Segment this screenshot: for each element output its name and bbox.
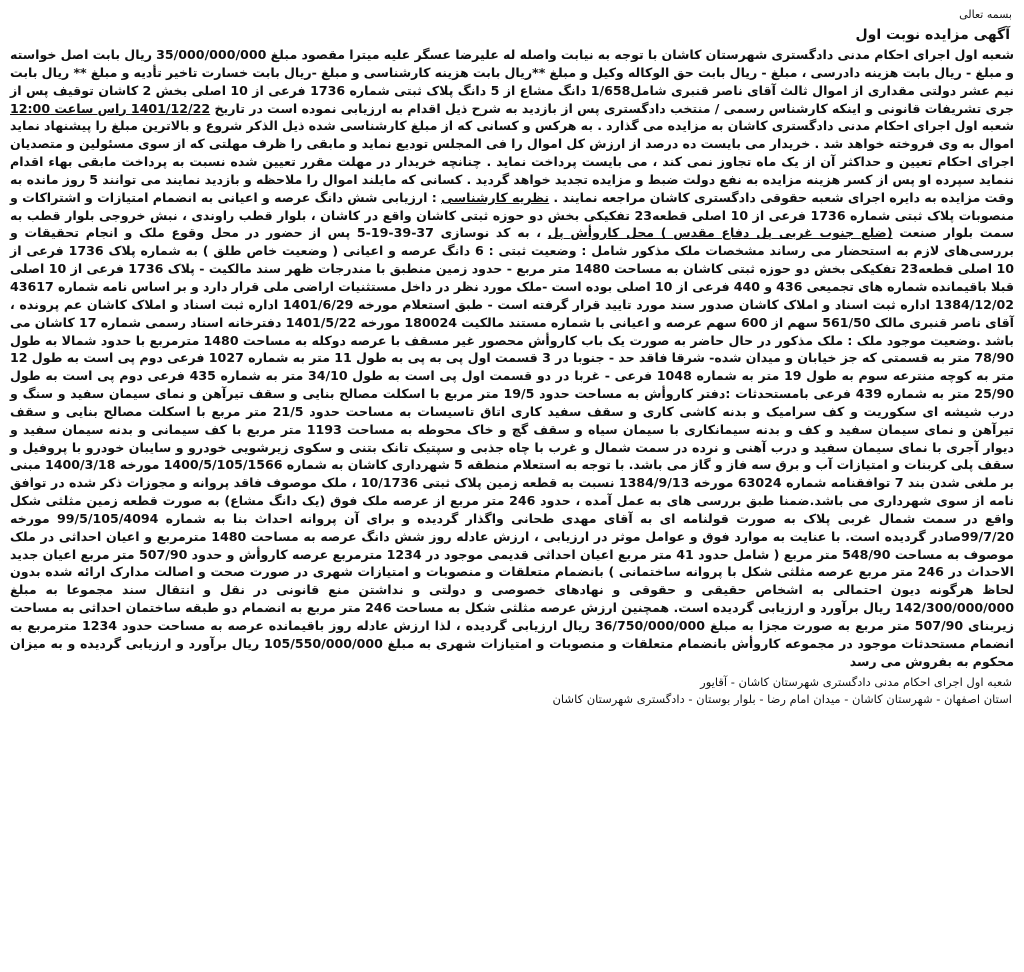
property-location-note: (ضلع جنوب غربی پل دفاع مقدس ) محل کاروأش پل	[547, 225, 893, 241]
bismillah-header: بسمه تعالی	[959, 8, 1012, 21]
auction-date-time: 1401/12/22 راس ساعت 12:00	[10, 100, 211, 116]
address-line: استان اصفهان - شهرستان کاشان - میدان امام رضا - بلوار بوستان - دادگستری شهرستان کاشان	[552, 691, 1012, 706]
notice-body	[10, 46, 1014, 671]
body-property-details: ، به کد نوسازی 37-39-19-5 پس از حضور در محل وقوع ملک و انجام تحقیقات و بررسی‌های لازم به استحضار می رساند مشخصات ملک مذکور شامل : وضعیت ثبتی : 6 دانگ عرصه و اعیانی ( وضعیت خاص طلق ) به شماره پلاک 1736 فرعی از 10 اصلی قطعه23 تفکیکی بخش دو حوزه ثبتی کاشان به مساحت 1480 متر مربع - حدود زمین منطبق با مندرجات ظهر سند مالکیت - پلاک 1736 فرعی از 10 اصلی قبلا باقیمانده شماره های تجمیعی 436 و 440 فرعی از 10 اصلی بوده است -ملک مورد نظر در داخل مستثنیات اراضی ملی قرار دارد و بر اساس نامه شماره 43617 1384/12/02 اداره ثبت اسناد و املاک کاشان صدور سند مورد تایید قرار گرفته است - طبق استعلام مورخه 1401/6/29 اداره ثبت اسناد و املاک کاشان عم پرونده ، آقای ناصر قنبری مالک 561/50 سهم از 600 سهم عرصه و اعیانی با شماره مستند مالکیت 180024 مورخه 1401/5/22 دفترخانه اسناد رسمی شماره 17 کاشان می باشد .وضعیت موجود ملک : ملک مذکور در حال حاضر به صورت یک باب کاروأش محصور غیر مسقف با عرصه دوکله به مساحت 1480 مترمربع با حدود شمالا به طول 78/90 متر به قسمتی که جز خیابان و میدان شده- شرقا فاقد حد - جنوبا در 3 قسمت اول پی به پی به طول 11 متر به شماره 1027 فرعی دوم پی است به طول 12 متر به کوچه منترعه سوم به طول 19 متر به شماره 1048 فرعی - غربا در دو قسمت اول پی است به طول 34/10 متر به شماره 435 فرعی دوم پی است به طول 25/90 متر به شماره 439 فرعی بامستحدثات :دفتر کاروأش به مساحت حدود 19/5 متر مربع با اسکلت مصالح بنایی و سقف تیرآهن و نمای سیمان سفید و سنگ و درب شیشه ای سکوریت و کف سرامیک و بدنه کاشی کاری و سقف سفید کاری اتاق تاسیسات به مساحت حدود 21/5 متر مربع با اسکلت مصالح بنایی و سقف تیرآهن و نمای سیمان سفید و کف و بدنه سیمانکاری با سیمان سیاه و سقف گچ و خاک محوطه به مساحت 1193 متر مربع با کف سیمانی و بدنه سیمان سفید و دیوار آجری با نمای سیمان سفید و درب آهنی و نرده در سمت شمال و غرب با چاه جذبی و سپتیک تانک بتنی و سکوی زیرشویی خودرو و سایبان خودرو با پروفیل و سقف پلی کربنات و امتیازات آب و برق سه فاز و گاز می باشد. با توجه به استعلام منطقه 5 شهرداری کاشان به شماره 1400/5/105/1566 مورخه 1400/3/18 مبنی بر ملغی شدن بند 7 توافقنامه شماره 63024 مورخه 1384/9/13 نسبت به قطعه زمین پلاک ثبتی 10/1736 ، ملک موصوف فاقد پروانه و مجوزات ذکر شده در توافق نامه از سوی شهرداری می باشد.ضمنا طبق بررسی های به عمل آمده ، حدود 246 متر مربع از عرصه ملک فوق (یک دانگ مشاع) به صورت قطعه زمین مثلثی شکل واقع در سمت شمال غربی پلاک به صورت قولنامه ای به آقای مهدی طحانی واگذار گردیده و برای آن پروانه احداث بنا به شماره 99/5/105/4094 مورخه 99/7/20صادر گردیده است. با عنایت به موارد فوق و عوامل موثر در ارزیابی ، ارزش عادله روز شش دانگ عرصه به مساحت 1480 مترمربع و اعیان احداثی در ملک موصوف به مساحت 548/90 متر مربع ( شامل حدود 41 متر مربع اعیان احداثی قدیمی موجود در 1234 مترمربع عرصه کاروأش و حدود 507/90 متر مربع اعیان جدید الاحداث در 246 متر مربع عرصه مثلثی شکل با پروانه ساختمانی ) بانضمام متعلقات و منصوبات و امتیازات شهری در صورت صحت و اصالت مدارک ارائه شده بدون لحاظ هرگونه دیون احتمالی به اشخاص حقیقی و حقوقی و نهادهای خصوصی و دولتی و نداشتن منع قانونی در نقل و انتقال سند مجموعا به مبلغ 142/300/000/000 ریال برآورد و ارزیابی گردیده است. همچنین ارزش عرصه مثلثی شکل به مساحت 246 متر مربع به انضمام دو طبقه ساختمان احداثی به مساحت زیربنای 507/90 متر مربع به صورت مجزا به مبلغ 36/750/000/000 ریال ارزیابی گردیده ، لذا ارزش عادله روز باقیمانده عرصه به مساحت حدود 1234 مترمربع به انضمام مستحدثات موجود در مجموعه کاروأش بانضمام متعلقات و منصوبات و امتیازات شهری به مبلغ 105/550/000/000 ریال برآورد و ارزیابی گردیده و به میزان محکوم به بفروش می رسد	[10, 225, 1015, 669]
notice-title: آگهی مزایده نوبت اول	[855, 27, 1010, 43]
signature-line: شعبه اول اجرای احکام مدنی دادگستری شهرستان کاشان - آقایور	[700, 674, 1012, 689]
body-branch-name: شعبه اول اجرای احکام مدنی دادگستری کاشان	[727, 118, 1015, 134]
body-property-description: : ارزیابی شش دانگ عرصه و اعیانی به انضمام امتیازات و اشتراکات و منصوبات پلاک ثبتی شماره 1736 فرعی از 10 اصلی قطعه23 تفکیکی بخش دو حوزه ثبتی کاشان واقع در کاشان ، بلوار قطب راوندی ، نبش خروجی بلوار قطب به سمت بلوار صنعت	[10, 189, 1014, 241]
body-auction-terms: به مزایده می گذارد . به هرکس و کسانی که از مبلغ کارشناسی شده ذیل الذکر شروع و بالاترین مبلغ را پیشنهاد نماید اموال به وی فروخته خواهد شد . خریدار می بایست ده درصد از ارزش کل اموال را فی المجلس تودیع نماید و مابقی را ظرف مهلتی که از سوی مسئولین و متصدیان اجرای احکام تعیین و حداکثر آن از یک ماه تجاوز نمی کند ، می بایست پرداخت نماید . چنانچه خریدار در مهلت مقرر تعیین شده نسبت به پرداخت مابقی بهاء اقدام ننماید سپرده او پس از کسر هزینه مزایده به نفع دولت ضبط و مزایده تجدید خواهد گردید . کسانی که مایلند اموال را ملاحظه و بازدید نمایند می توانند 5 روز مانده به وقت مزایده به دایره اجرای شعبه حقوقی دادگستری کاشان مراجعه نمایند .	[10, 118, 1014, 205]
body-intro: شعبه اول اجرای احکام مدنی دادگستری شهرستان کاشان با توجه به نیابت واصله له علیرضا عسگر علیه میترا مقصود مبلغ 35/000/000/000 ریال بابت اصل خواسته و مبلغ - ریال بابت هزینه دادرسی ، مبلغ - ریال بابت حق الوکاله وکیل و مبلغ **ریال بابت هزینه کارشناسی و مبلغ -ریال بابت خسارت تاخیر تأدیه و مبلغ ** ریال بابت نیم عشر دولتی مقداری از اموال ثالث آقای ناصر قنبری شامل1/658 دانگ مشاع از 5 دانگ پلاک ثبتی شماره 1736 فرعی از 10 اصلی بخش 2 کاشان توقیف پس از جری تشریفات قانونی و اینکه کارشناس رسمی / منتخب دادگستری پس از بازدید به شرح ذیل اقدام به ارزیابی نموده است در تاریخ	[10, 47, 1014, 116]
expert-opinion-label: نظریه کارشناسی	[441, 189, 550, 205]
